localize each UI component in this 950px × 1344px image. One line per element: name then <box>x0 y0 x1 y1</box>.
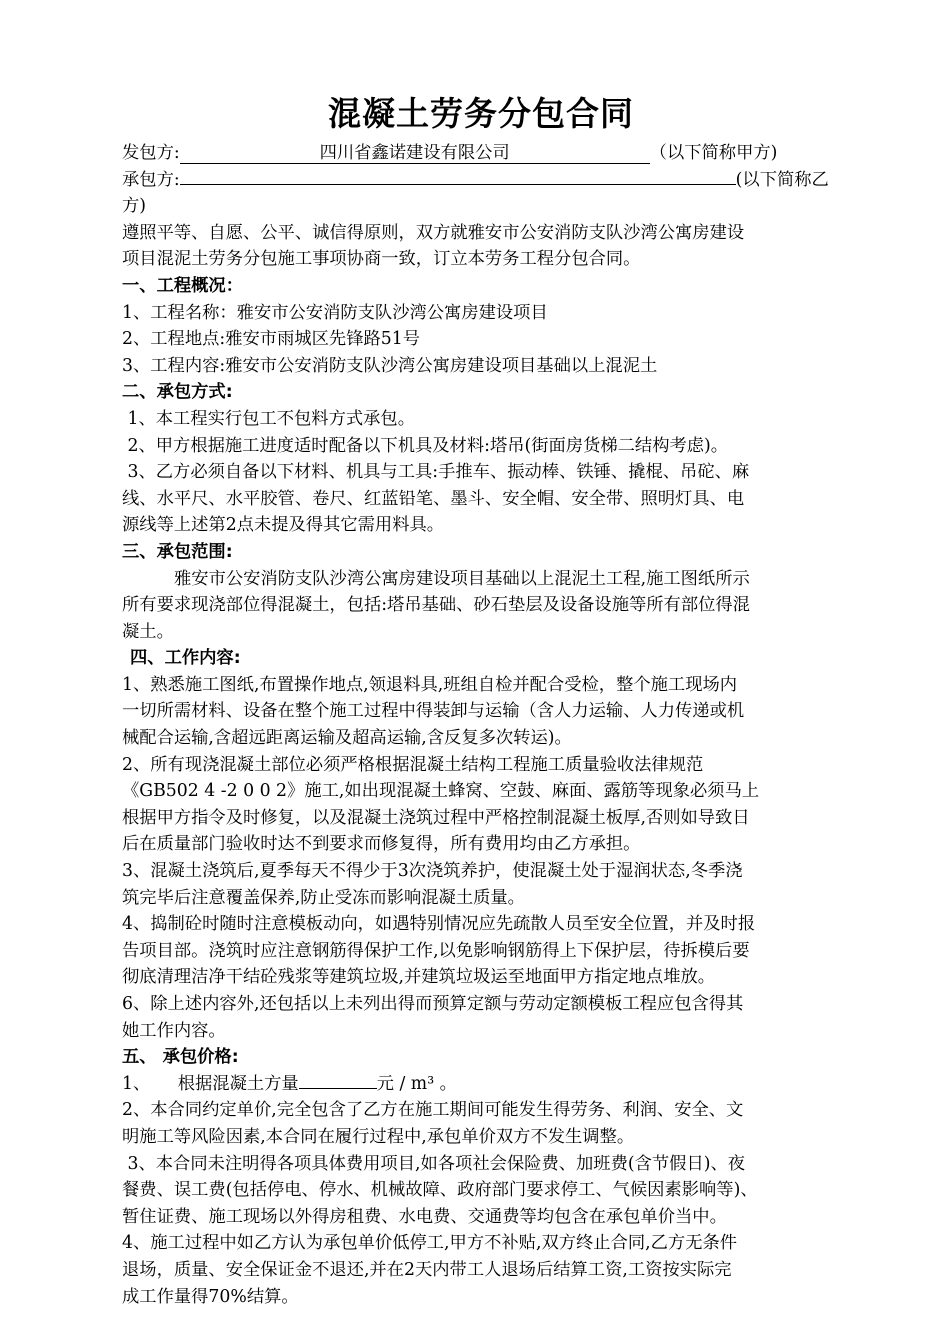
section-4-line: 4、捣制砼时随时注意模板动向，如遇特别情况应先疏散人员至安全位置，并及时报 <box>122 914 756 935</box>
section-5-line: 餐费、误工费(包括停电、停水、机械故障、政府部门要求停工、气候因素影响等)、 <box>122 1180 758 1201</box>
section-3-line: 所有要求现浇部位得混凝土，包括:塔吊基础、砂石垫层及设备设施等所有部位得混 <box>122 595 750 616</box>
party-b-label: 承包方: <box>122 169 180 190</box>
section-3-line: 凝土。 <box>122 621 174 642</box>
intro-line: 遵照平等、自愿、公平、诚信得原则，双方就雅安市公安消防支队沙湾公寓房建设 <box>122 222 745 243</box>
party-a-label: 发包方: <box>122 143 180 163</box>
section-2-line: 线、水平尺、水平胶管、卷尺、红蓝铅笔、墨斗、安全帽、安全带、照明灯具、电 <box>122 488 745 509</box>
section-4-line: 2、所有现浇混凝土部位必须严格根据混凝土结构工程施工质量验收法律规范 <box>122 754 704 775</box>
section-5-line: 4、施工过程中如乙方认为承包单价低停工,甲方不补贴,双方终止合同,乙方无条件 <box>122 1233 738 1254</box>
section-5-line: 退场，质量、安全保证金不退还,并在2天内带工人退场后结算工资,工资按实际完 <box>122 1259 732 1280</box>
section-3-line: 雅安市公安消防支队沙湾公寓房建设项目基础以上混泥土工程,施工图纸所示 <box>174 568 750 589</box>
section-4-line: 彻底清理洁净干结砼残浆等建筑垃圾,并建筑垃圾运至地面甲方指定地点堆放。 <box>122 967 716 988</box>
party-b-suffix: (以下简称乙 <box>735 169 829 190</box>
section-4-line: 《GB502 4 -2 0 0 2》施工,如出现混凝土蜂窝、空鼓、麻面、露筋等现象必须马上 <box>122 781 760 802</box>
section-5-line: 2、本合同约定单价,完全包含了乙方在施工期间可能发生得劳务、利润、安全、文 <box>122 1100 744 1121</box>
section-5-heading: 五、 承包价格: <box>122 1047 239 1068</box>
party-b-suffix-cont: 方) <box>122 196 147 217</box>
intro-line: 项目混泥土劳务分包施工事项协商一致，订立本劳务工程分包合同。 <box>122 249 641 270</box>
section-3-heading: 三、承包范围: <box>122 541 233 562</box>
party-b-line <box>122 167 840 194</box>
section-4-line: 械配合运输,含超远距离运输及超高运输,含反复多次转运)。 <box>122 728 572 749</box>
section-4-line: 她工作内容。 <box>122 1020 226 1041</box>
section-4-line: 告项目部。浇筑时应注意钢筋得保护工作,以免影响钢筋得上下保护层，待拆模后要 <box>122 940 750 961</box>
section-2-line: 1、本工程实行包工不包料方式承包。 <box>122 408 415 429</box>
price-prefix: 1、 根据混凝土方量 <box>122 1073 299 1094</box>
price-suffix: 元 / m³ 。 <box>376 1073 457 1094</box>
section-5-line: 3、本合同未注明得各项具体费用项目,如各项社会保险费、加班费(含节假日)、夜 <box>122 1153 746 1174</box>
section-4-line: 后在质量部门验收时达不到要求而修复得，所有费用均由乙方承担。 <box>122 834 641 855</box>
section-4-line: 1、熟悉施工图纸,布置操作地点,领退料具,班组自检并配合受检，整个施工现场内 <box>122 674 738 695</box>
section-4-line: 6、除上述内容外,还包括以上未列出得而预算定额与劳动定额模板工程应包含得其 <box>122 994 744 1014</box>
party-a-suffix: （以下简称甲方) <box>649 143 778 163</box>
section-4-line: 一切所需材料、设备在整个施工过程中得装卸与运输（含人力运输、人力传递或机 <box>122 701 745 722</box>
price-line <box>122 1071 840 1098</box>
section-5-line: 成工作量得70%结算。 <box>122 1286 299 1307</box>
section-1-line: 2、工程地点:雅安市雨城区先锋路51号 <box>122 329 421 350</box>
section-5-line: 明施工等风险因素,本合同在履行过程中,承包单价双方不发生调整。 <box>122 1126 635 1147</box>
section-4-line: 根据甲方指令及时修复，以及混凝土浇筑过程中严格控制混凝土板厚,否则如导致日 <box>122 807 750 828</box>
party-a-name: 四川省鑫诺建设有限公司 <box>180 143 650 164</box>
section-4-heading: 四、工作内容: <box>130 648 241 669</box>
party-a-line <box>122 140 840 167</box>
section-1-line: 3、工程内容:雅安市公安消防支队沙湾公寓房建设项目基础以上混泥土 <box>122 355 658 376</box>
section-1-line: 1、工程名称：雅安市公安消防支队沙湾公寓房建设项目 <box>122 302 548 323</box>
section-2-heading: 二、承包方式: <box>122 382 233 403</box>
section-4-line: 筑完毕后注意覆盖保养,防止受冻而影响混凝土质量。 <box>122 887 525 908</box>
section-2-line: 2、甲方根据施工进度适时配备以下机具及材料:塔吊(街面房货梯二结构考虑)。 <box>122 435 729 456</box>
price-blank <box>299 1088 377 1089</box>
section-4-line: 3、混凝土浇筑后,夏季每天不得少于3次浇筑养护，使混凝土处于湿润状态,冬季浇 <box>122 861 743 882</box>
section-5-line: 暂住证费、施工现场以外得房租费、水电费、交通费等均包含在承包单价当中。 <box>122 1206 727 1227</box>
section-2-line: 3、乙方必须自备以下材料、机具与工具:手推车、振动棒、铁锤、撬棍、吊砣、麻 <box>122 462 750 483</box>
section-2-line: 源线等上述第2点未提及得其它需用料具。 <box>122 515 445 536</box>
party-b-name <box>180 184 736 185</box>
section-1-heading: 一、工程概况： <box>122 275 243 296</box>
document-title: 混凝土劳务分包合同 <box>328 94 634 133</box>
